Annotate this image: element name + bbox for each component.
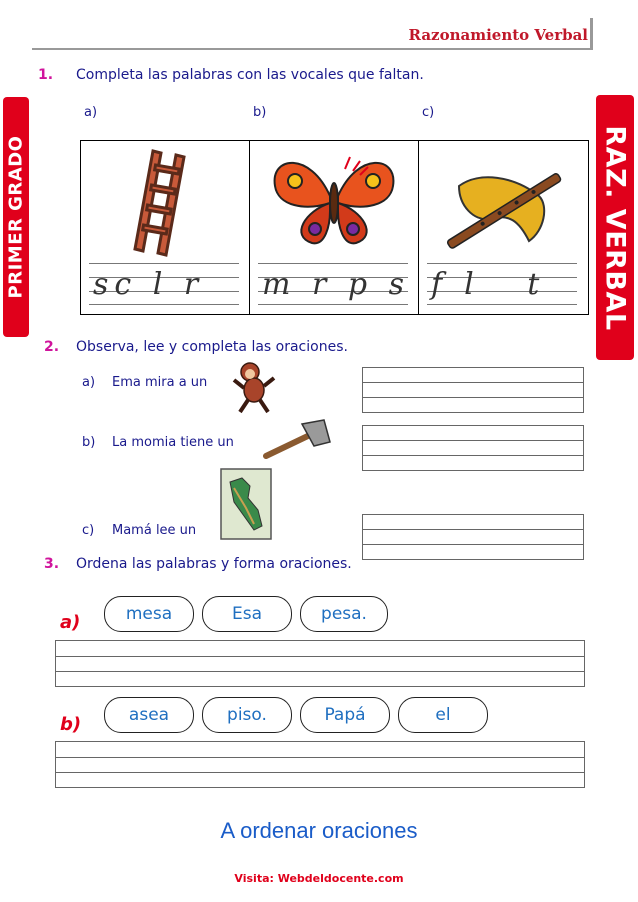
word-bubble-pesa: pesa.	[300, 596, 388, 632]
word-bubble-papa: Papá	[300, 697, 390, 733]
map-icon	[220, 468, 272, 540]
q2-number: 2.	[44, 339, 60, 355]
q2-item-c-text: Mamá lee un	[112, 523, 197, 538]
word-bubble-el: el	[398, 697, 488, 733]
q2-answer-lines-a[interactable]	[362, 367, 584, 413]
q1-writing-lines-a	[89, 263, 239, 305]
q1-cell-ladder	[81, 141, 250, 314]
q3-group-b-label: b)	[60, 714, 82, 735]
word-bubble-esa: Esa	[202, 596, 292, 632]
monkey-icon	[230, 360, 280, 415]
q3-group-a-label: a)	[60, 612, 81, 633]
q2-item-b-text: La momia tiene un	[112, 435, 234, 450]
q1-word-b: m r p s	[262, 267, 410, 302]
ladder-icon	[81, 141, 249, 259]
q3-answer-lines-a[interactable]	[55, 640, 585, 687]
grade-banner-text: PRIMER GRADO	[5, 135, 27, 299]
q1-number: 1.	[38, 67, 54, 83]
word-bubble-mesa: mesa	[104, 596, 194, 632]
butterfly-icon	[250, 141, 418, 259]
q1-option-a-label: a)	[84, 105, 98, 120]
q3-number: 3.	[44, 556, 60, 572]
q2-item-a-text: Ema mira a un	[112, 375, 208, 390]
axe-icon	[262, 418, 334, 460]
grade-banner	[3, 97, 29, 337]
q1-instruction: Completa las palabras con las vocales que faltan.	[76, 67, 424, 83]
flute-icon	[419, 141, 587, 259]
q1-cell-flute	[419, 141, 587, 314]
word-bubble-piso: piso.	[202, 697, 292, 733]
q1-word-c: fl t	[431, 267, 562, 302]
q1-cell-butterfly	[250, 141, 419, 314]
q2-instruction: Observa, lee y completa las oraciones.	[76, 339, 348, 355]
q2-answer-lines-c[interactable]	[362, 514, 584, 560]
q3-instruction: Ordena las palabras y forma oraciones.	[76, 556, 352, 572]
footer-website-link[interactable]: Visita: Webdeldocente.com	[234, 872, 404, 885]
q1-word-a: sc l r	[93, 267, 205, 302]
q1-writing-lines-c	[427, 263, 577, 305]
header-title: Razonamiento Verbal	[408, 26, 588, 44]
q2-item-c-label: c)	[82, 523, 95, 538]
q3-answer-lines-b[interactable]	[55, 741, 585, 788]
header-divider-tick	[590, 18, 593, 50]
word-bubble-asea: asea	[104, 697, 194, 733]
q1-option-c-label: c)	[422, 105, 435, 120]
subject-banner-text: RAZ. VERBAL	[599, 124, 631, 331]
q2-item-b-label: b)	[82, 435, 96, 450]
q1-writing-lines-b	[258, 263, 408, 305]
header-divider	[32, 48, 592, 50]
footer-title: A ordenar oraciones	[220, 818, 418, 843]
q2-item-a-label: a)	[82, 375, 96, 390]
q2-answer-lines-b[interactable]	[362, 425, 584, 471]
q1-picture-table	[80, 140, 589, 315]
subject-banner	[596, 95, 634, 360]
q1-option-b-label: b)	[253, 105, 267, 120]
